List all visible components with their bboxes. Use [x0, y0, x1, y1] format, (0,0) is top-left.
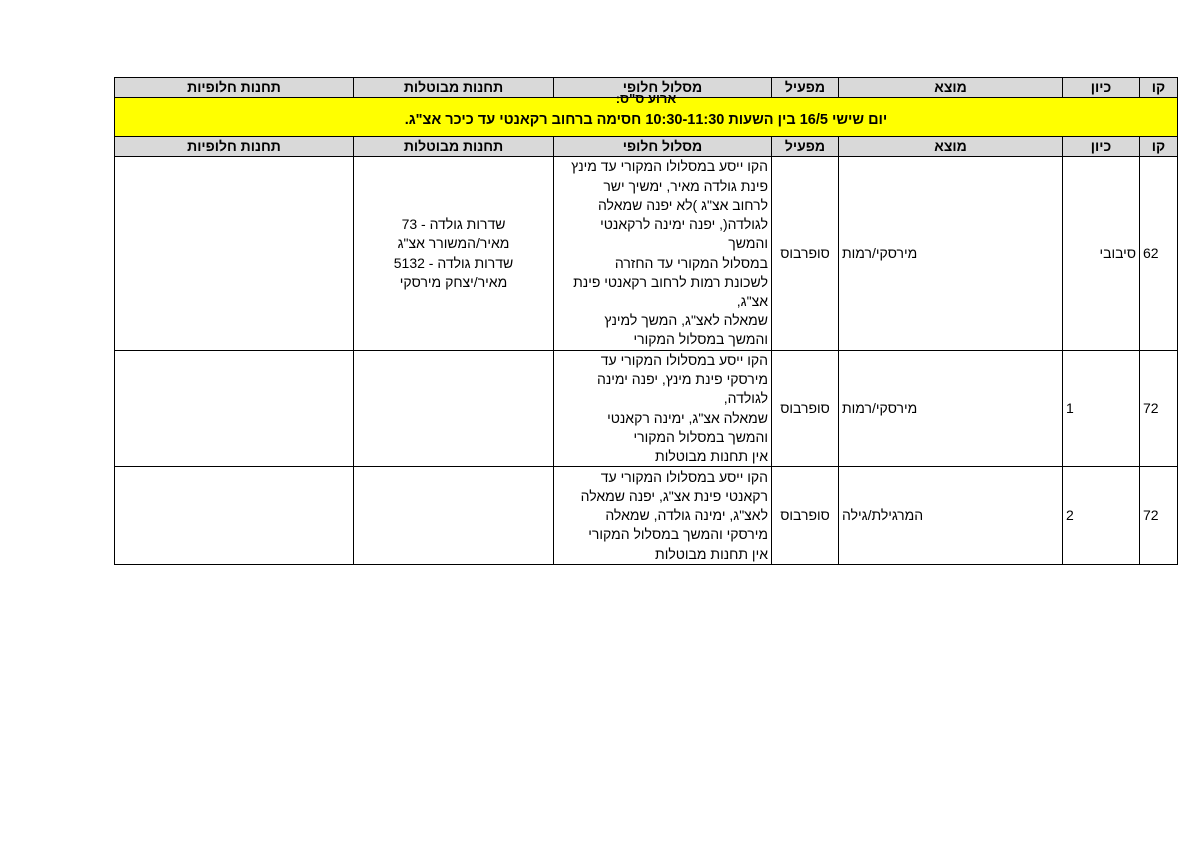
header-line: קו	[1140, 137, 1178, 157]
table-row	[115, 467, 1178, 565]
cell-line: 72	[1140, 351, 1178, 467]
cell-direction: 2	[1063, 467, 1140, 565]
event-banner-row	[115, 98, 1178, 137]
header-cancelled-stops: תחנות מבוטלות	[354, 137, 554, 157]
header-cancelled-stops: תחנות מבוטלות	[354, 78, 554, 98]
header-origin: מוצא	[839, 137, 1063, 157]
header-line: קו	[1140, 78, 1178, 98]
header-operator: מפעיל	[772, 78, 839, 98]
cell-cancelled-stops: שדרות גולדה - 73 מאיר/המשורר אצ"ג שדרות גולדה - 5132 מאיר/יצחק מירסקי	[354, 157, 554, 351]
header-row-repeat	[115, 137, 1178, 157]
cell-cancelled-stops	[354, 351, 554, 467]
cell-alt-route: הקו ייסע במסלולו המקורי עד מירסקי פינת מינץ, יפנה ימינה לגולדה, שמאלה אצ"ג, ימינה רקאנטי והמשך במסלול המקורי אין תחנות מבוטלות	[554, 351, 772, 467]
cell-operator: סופרבוס	[772, 351, 839, 467]
event-banner-partial-title: ארוע ס"ס:	[615, 91, 677, 106]
cell-origin: מירסקי/רמות	[839, 157, 1063, 351]
cell-line: 62	[1140, 157, 1178, 351]
header-alt-stops: תחנות חלופיות	[115, 137, 354, 157]
table-row	[115, 351, 1178, 467]
cell-operator: סופרבוס	[772, 157, 839, 351]
header-direction: כיון	[1063, 78, 1140, 98]
header-operator: מפעיל	[772, 137, 839, 157]
event-banner	[115, 91, 1178, 137]
cell-alt-route: הקו ייסע במסלולו המקורי עד רקאנטי פינת אצ"ג, יפנה שמאלה לאצ"ג, ימינה גולדה, שמאלה מירסקי והמשך במסלול המקורי אין תחנות מבוטלות	[554, 467, 772, 565]
schedule-table	[114, 77, 1178, 565]
header-direction: כיון	[1063, 137, 1140, 157]
cell-cancelled-stops	[354, 467, 554, 565]
cell-alt-stops	[115, 157, 354, 351]
cell-alt-stops	[115, 351, 354, 467]
cell-alt-stops	[115, 467, 354, 565]
cell-operator: סופרבוס	[772, 467, 839, 565]
cell-direction: 1	[1063, 351, 1140, 467]
cell-origin: מירסקי/רמות	[839, 351, 1063, 467]
header-alt-route: מסלול חלופי	[554, 78, 772, 98]
cell-direction: סיבובי	[1063, 157, 1140, 351]
header-alt-stops: תחנות חלופיות	[115, 78, 354, 98]
cell-line: 72	[1140, 467, 1178, 565]
table-row	[115, 157, 1178, 351]
cell-origin: המרגילת/גילה	[839, 467, 1063, 565]
header-alt-route: מסלול חלופי	[554, 137, 772, 157]
header-origin: מוצא	[839, 78, 1063, 98]
event-banner-text: יום שישי 16/5 בין השעות 10:30-11:30 חסימה ברחוב רקאנטי עד כיכר אצ"ג.	[404, 112, 888, 129]
cell-alt-route: הקו ייסע במסלולו המקורי עד מינץ פינת גולדה מאיר, ימשיך ישר לרחוב אצ"ג )לא יפנה שמאלה לגולדה(, יפנה ימינה לרקאנטי והמשך במסלול המקורי עד החזרה לשכונת רמות לרחוב רקאנטי פינת אצ"ג, שמאלה לאצ"ג, המשך למינץ והמשך במסלול המקורי	[554, 157, 772, 351]
